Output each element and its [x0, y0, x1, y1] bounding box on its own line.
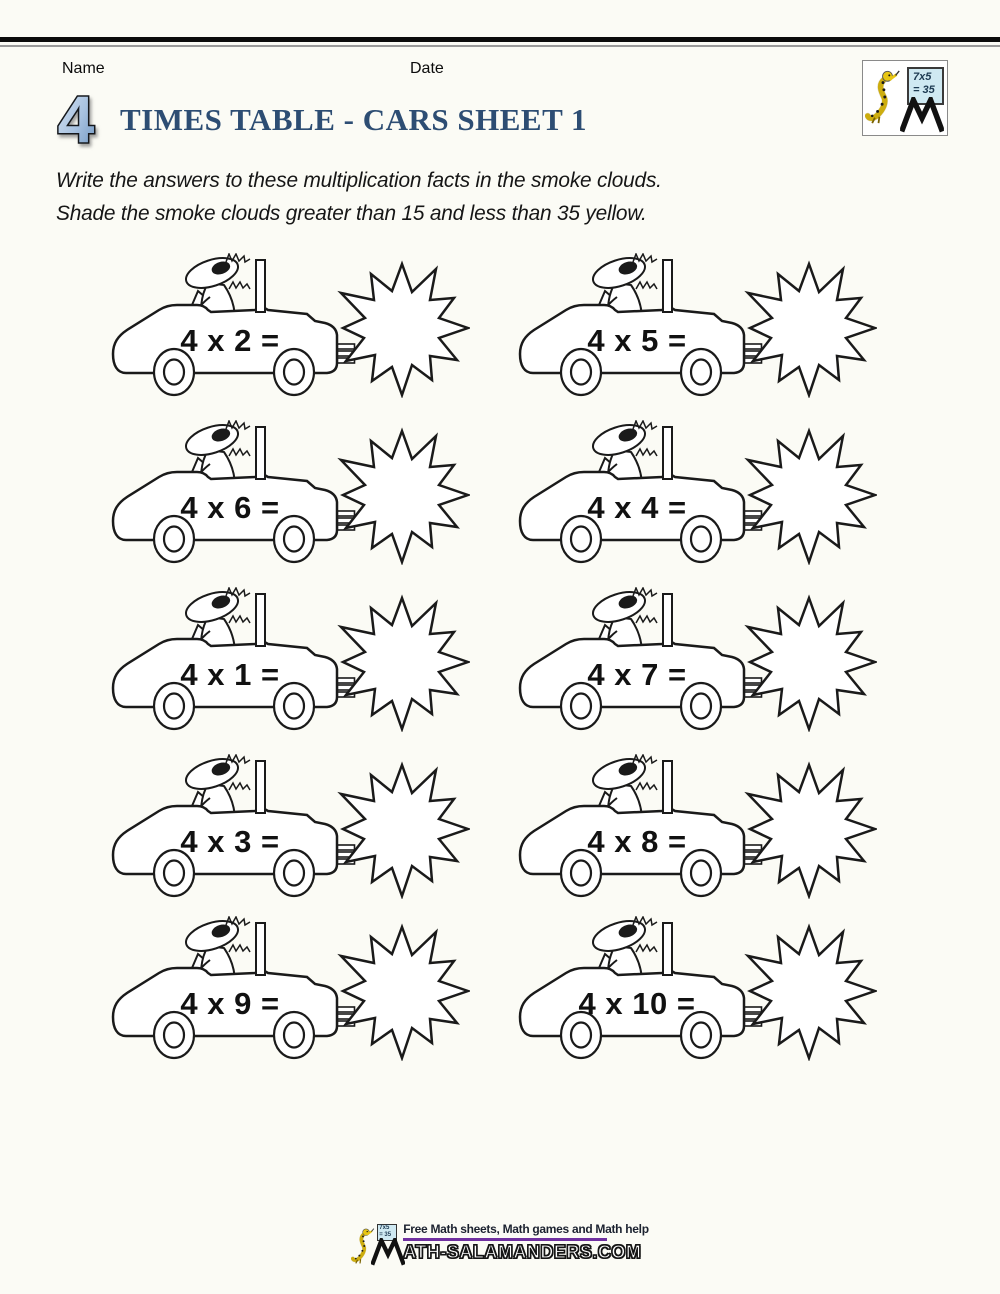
- fact-label: 4 x 5 =: [587, 323, 687, 358]
- fact-label: 4 x 8 =: [587, 824, 687, 859]
- smoke-cloud-answer-area[interactable]: [748, 431, 875, 562]
- name-label: Name: [62, 60, 105, 77]
- car-problem-cell: [517, 754, 877, 899]
- car-problem-cell: [110, 420, 470, 565]
- smoke-cloud-answer-area[interactable]: [748, 765, 875, 896]
- car-problem-cell: [517, 916, 877, 1061]
- footer-divider: [403, 1238, 607, 1241]
- car-problem-cell: [517, 420, 877, 565]
- smoke-cloud-answer-area[interactable]: [341, 264, 468, 395]
- smoke-cloud-answer-area[interactable]: [341, 431, 468, 562]
- smoke-cloud-answer-area[interactable]: [341, 927, 468, 1058]
- fact-label: 4 x 6 =: [180, 490, 280, 525]
- fact-label: 4 x 2 =: [180, 323, 280, 358]
- car-problem-cell: [110, 587, 470, 732]
- car-problem-cell: [110, 916, 470, 1061]
- fact-label: 4 x 4 =: [587, 490, 687, 525]
- smoke-cloud-answer-area[interactable]: [748, 264, 875, 395]
- footer-brand-link[interactable]: ATH-SALAMANDERS.COM: [403, 1242, 642, 1262]
- footer-tagline: Free Math sheets, Math games and Math help: [403, 1222, 649, 1236]
- footer-logo-whiteboard: 7x5 = 35: [377, 1224, 397, 1241]
- instruction-line-1: Write the answers to these multiplication facts in the smoke clouds.: [56, 168, 662, 192]
- smoke-cloud-answer-area[interactable]: [748, 927, 875, 1058]
- smoke-cloud-answer-area[interactable]: [341, 765, 468, 896]
- m-logo-icon: [371, 1238, 405, 1266]
- footer-logo: [351, 1224, 401, 1268]
- fact-label: 4 x 9 =: [180, 986, 280, 1021]
- instruction-line-2: Shade the smoke clouds greater than 15 and less than 35 yellow.: [56, 201, 647, 225]
- car-problem-cell: [110, 253, 470, 398]
- fact-label: 4 x 1 =: [180, 657, 280, 692]
- car-problem-cell: [517, 587, 877, 732]
- car-problem-cell: [110, 754, 470, 899]
- smoke-cloud-answer-area[interactable]: [748, 598, 875, 729]
- svg-text:4: 4: [57, 82, 95, 154]
- fact-label: 4 x 3 =: [180, 824, 280, 859]
- fact-label: 4 x 7 =: [587, 657, 687, 692]
- logo-whiteboard: 7x5 = 35: [907, 67, 944, 105]
- date-label: Date: [410, 60, 444, 77]
- footer: [0, 1222, 1000, 1268]
- smoke-cloud-answer-area[interactable]: [341, 598, 468, 729]
- car-problem-cell: [517, 253, 877, 398]
- fact-label: 4 x 10 =: [578, 986, 696, 1021]
- page-title: TIMES TABLE - CARS SHEET 1: [120, 102, 587, 137]
